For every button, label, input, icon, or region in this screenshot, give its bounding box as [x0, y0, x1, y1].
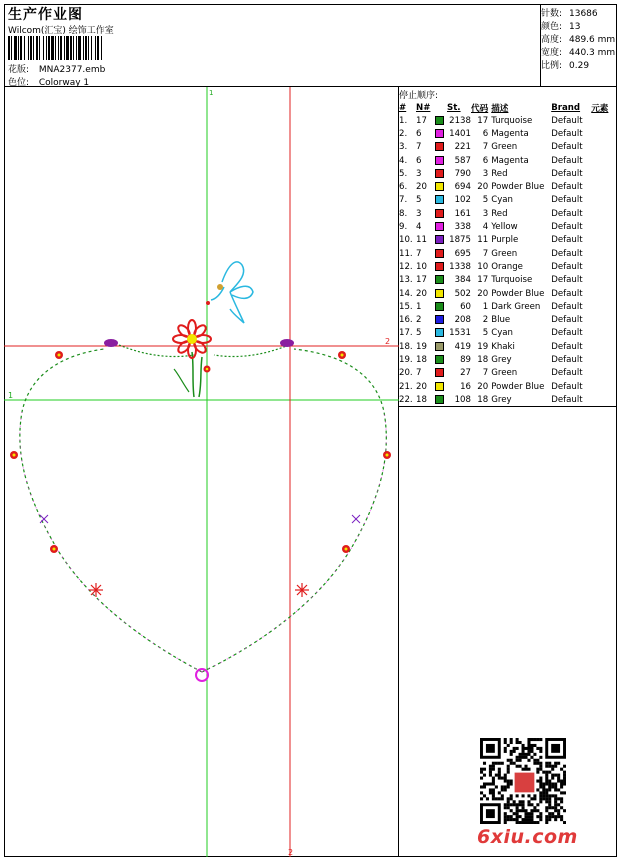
row-index: 1.: [399, 115, 408, 126]
row-description: Turquoise: [491, 115, 533, 126]
row-element: [591, 167, 617, 180]
row-stitches: 1531: [449, 328, 471, 339]
row-code: 4: [482, 222, 489, 233]
row-code: 19: [477, 341, 489, 352]
row-needle: 7: [416, 142, 422, 153]
row-code: 5: [482, 195, 489, 206]
row-element: [591, 247, 617, 260]
col-stitches: St.: [447, 102, 461, 113]
row-element: [591, 313, 617, 326]
row-swatch: [433, 194, 447, 207]
row-code: 7: [482, 248, 489, 259]
row-needle: 5: [416, 195, 422, 206]
row-swatch: [433, 220, 447, 233]
row-needle: 2: [416, 315, 422, 326]
row-swatch: [433, 247, 447, 260]
color-swatch: [435, 116, 444, 125]
row-brand: Default: [551, 354, 583, 365]
row-code: 6: [482, 128, 489, 139]
row-stitches: 695: [454, 248, 471, 259]
stat-width: 宽度: 440.3 mm: [541, 48, 616, 58]
row-swatch: [433, 367, 447, 380]
row-swatch: [433, 313, 447, 326]
row-index: 10.: [399, 235, 413, 246]
row-index: 16.: [399, 315, 413, 326]
row-code: 2: [482, 315, 489, 326]
row-stitches: 221: [454, 142, 471, 153]
row-stitches: 161: [454, 208, 471, 219]
row-brand: Default: [551, 142, 583, 153]
row-needle: 3: [416, 208, 422, 219]
col-brand: Brand: [551, 102, 581, 113]
sequence-row: [399, 367, 617, 380]
row-brand: Default: [551, 168, 583, 179]
page-title: 生产作业图: [8, 7, 83, 23]
row-swatch: [433, 380, 447, 393]
row-brand: Default: [551, 208, 583, 219]
row-needle: 1: [416, 301, 422, 312]
row-stitches: 502: [454, 288, 471, 299]
sequence-row: [399, 234, 617, 247]
pattern-value: MNA2377.emb: [38, 65, 106, 75]
sequence-row: [399, 207, 617, 220]
row-needle: 19: [416, 341, 427, 352]
row-brand: Default: [551, 115, 583, 126]
row-needle: 4: [416, 222, 422, 233]
col-swatch: [433, 101, 447, 114]
row-element: [591, 287, 617, 300]
color-swatch: [435, 315, 444, 324]
company-name: Wilcom(汇宝) 绘饰工作室: [8, 26, 114, 36]
row-stitches: 694: [454, 182, 471, 193]
row-index: 14.: [399, 288, 413, 299]
row-description: Cyan: [491, 195, 514, 206]
sequence-row: [399, 353, 617, 366]
row-stitches: 89: [460, 354, 471, 365]
row-element: [591, 340, 617, 353]
row-element: [591, 393, 617, 406]
row-brand: Default: [551, 222, 583, 233]
row-element: [591, 194, 617, 207]
color-swatch: [435, 275, 444, 284]
row-swatch: [433, 260, 447, 273]
row-description: Turquoise: [491, 275, 533, 286]
color-swatch: [435, 142, 444, 151]
col-index: #: [399, 102, 407, 113]
row-needle: 20: [416, 288, 427, 299]
row-element: [591, 260, 617, 273]
guide-label-h2: 2: [385, 337, 391, 346]
guide-label-v1: 1: [209, 89, 214, 97]
row-code: 20: [477, 381, 489, 392]
col-needle: N#: [416, 102, 431, 113]
color-swatch: [435, 129, 444, 138]
sequence-row: [399, 154, 617, 167]
site-watermark: 6xiu.com: [477, 826, 578, 848]
sequence-row: [399, 340, 617, 353]
sequence-row: [399, 167, 617, 180]
row-brand: Default: [551, 368, 583, 379]
row-index: 20.: [399, 368, 413, 379]
row-element: [591, 300, 617, 313]
row-description: Grey: [491, 354, 512, 365]
color-swatch: [435, 169, 444, 178]
row-element: [591, 154, 617, 167]
row-needle: 5: [416, 328, 422, 339]
row-brand: Default: [551, 182, 583, 193]
color-swatch: [435, 328, 444, 337]
row-needle: 6: [416, 128, 422, 139]
row-index: 21.: [399, 381, 413, 392]
col-code: 代码: [471, 103, 489, 114]
color-sequence-table: [399, 101, 617, 407]
color-swatch: [435, 235, 444, 244]
row-swatch: [433, 393, 447, 406]
bottom-ring: [196, 669, 208, 681]
row-stitches: 587: [454, 155, 471, 166]
row-element: [591, 353, 617, 366]
row-stitches: 419: [454, 341, 471, 352]
sequence-row: [399, 114, 617, 127]
color-swatch: [435, 355, 444, 364]
row-element: [591, 327, 617, 340]
row-swatch: [433, 114, 447, 127]
row-element: [591, 234, 617, 247]
sequence-row: [399, 220, 617, 233]
row-stitches: 1401: [449, 128, 471, 139]
row-brand: Default: [551, 248, 583, 259]
row-element: [591, 127, 617, 140]
color-swatch: [435, 209, 444, 218]
row-element: [591, 220, 617, 233]
row-swatch: [433, 167, 447, 180]
row-needle: 3: [416, 168, 422, 179]
color-swatch: [435, 156, 444, 165]
center-flower: [173, 320, 211, 397]
row-description: Cyan: [491, 328, 514, 339]
row-stitches: 60: [460, 301, 471, 312]
row-description: Blue: [491, 315, 511, 326]
row-needle: 18: [416, 394, 427, 405]
row-index: 7.: [399, 195, 408, 206]
row-needle: 6: [416, 155, 422, 166]
row-description: Khaki: [491, 341, 515, 352]
sequence-row: [399, 180, 617, 193]
row-code: 7: [482, 142, 489, 153]
row-description: Powder Blue: [491, 288, 545, 299]
sequence-row: [399, 194, 617, 207]
row-needle: 7: [416, 248, 422, 259]
color-swatch: [435, 395, 444, 404]
sequence-row: [399, 127, 617, 140]
color-swatch: [435, 222, 444, 231]
row-code: 18: [477, 394, 489, 405]
design-stats: [541, 4, 617, 87]
row-brand: Default: [551, 275, 583, 286]
row-brand: Default: [551, 288, 583, 299]
color-swatch: [435, 368, 444, 377]
row-code: 11: [477, 235, 489, 246]
row-description: Grey: [491, 394, 512, 405]
row-needle: 17: [416, 115, 427, 126]
sequence-row: [399, 393, 617, 406]
row-element: [591, 207, 617, 220]
row-needle: 20: [416, 381, 427, 392]
row-stitches: 790: [454, 168, 471, 179]
row-swatch: [433, 234, 447, 247]
row-brand: Default: [551, 328, 583, 339]
row-index: 3.: [399, 142, 408, 153]
sequence-row: [399, 141, 617, 154]
row-brand: Default: [551, 394, 583, 405]
color-swatch: [435, 289, 444, 298]
row-brand: Default: [551, 261, 583, 272]
stat-scale: 比例: 0.29: [541, 61, 590, 71]
row-swatch: [433, 274, 447, 287]
row-code: 6: [482, 155, 489, 166]
color-swatch: [435, 302, 444, 311]
row-description: Red: [491, 208, 508, 219]
row-brand: Default: [551, 195, 583, 206]
sequence-divider: [399, 406, 617, 407]
row-swatch: [433, 287, 447, 300]
row-stitches: 16: [460, 381, 471, 392]
row-index: 6.: [399, 182, 408, 193]
design-preview: [4, 87, 399, 857]
sequence-row: [399, 247, 617, 260]
row-description: Powder Blue: [491, 182, 545, 193]
row-brand: Default: [551, 128, 583, 139]
row-needle: 11: [416, 235, 427, 246]
stat-colors: 颜色: 13: [541, 22, 581, 32]
row-needle: 20: [416, 182, 427, 193]
row-index: 13.: [399, 275, 413, 286]
row-stitches: 384: [454, 275, 471, 286]
qr-code: [480, 738, 566, 824]
row-description: Magenta: [491, 128, 529, 139]
row-code: 20: [477, 288, 489, 299]
color-swatch: [435, 195, 444, 204]
fairy: [206, 262, 253, 323]
row-swatch: [433, 180, 447, 193]
row-description: Powder Blue: [491, 381, 545, 392]
col-element: 元素: [591, 103, 609, 114]
row-code: 18: [477, 354, 489, 365]
row-code: 3: [482, 208, 489, 219]
row-element: [591, 380, 617, 393]
row-swatch: [433, 127, 447, 140]
row-needle: 18: [416, 354, 427, 365]
pattern-field: [8, 62, 105, 75]
row-element: [591, 180, 617, 193]
row-element: [591, 367, 617, 380]
row-stitches: 1338: [449, 261, 471, 272]
row-index: 2.: [399, 128, 408, 139]
sequence-row: [399, 300, 617, 313]
row-swatch: [433, 340, 447, 353]
row-needle: 7: [416, 368, 422, 379]
row-code: 20: [477, 182, 489, 193]
sequence-row: [399, 327, 617, 340]
row-code: 3: [482, 168, 489, 179]
row-code: 1: [482, 301, 489, 312]
row-brand: Default: [551, 315, 583, 326]
row-description: Magenta: [491, 155, 529, 166]
row-description: Dark Green: [491, 301, 541, 312]
row-swatch: [433, 300, 447, 313]
row-index: 9.: [399, 222, 408, 233]
row-brand: Default: [551, 155, 583, 166]
row-index: 11.: [399, 248, 413, 259]
row-index: 12.: [399, 261, 413, 272]
row-description: Yellow: [491, 222, 518, 233]
sequence-row: [399, 260, 617, 273]
row-stitches: 338: [454, 222, 471, 233]
barcode: [8, 36, 143, 60]
stat-height: 高度: 489.6 mm: [541, 35, 616, 45]
row-needle: 17: [416, 275, 427, 286]
header-info: [4, 4, 541, 87]
row-code: 5: [482, 328, 489, 339]
colorway-label: 色位:: [8, 78, 30, 88]
row-index: 22.: [399, 394, 413, 405]
row-stitches: 1875: [449, 235, 471, 246]
sequence-title: 停止顺序:: [399, 91, 439, 101]
sequence-row: [399, 380, 617, 393]
sequence-row: [399, 313, 617, 326]
row-code: 7: [482, 368, 489, 379]
stat-stitches: 针数: 13686: [541, 9, 598, 19]
row-swatch: [433, 207, 447, 220]
row-stitches: 102: [454, 195, 471, 206]
row-swatch: [433, 327, 447, 340]
color-swatch: [435, 262, 444, 271]
row-brand: Default: [551, 341, 583, 352]
row-description: Orange: [491, 261, 523, 272]
row-brand: Default: [551, 301, 583, 312]
row-element: [591, 114, 617, 127]
heart-vine: [20, 345, 386, 672]
row-brand: Default: [551, 381, 583, 392]
sequence-header-row: [399, 101, 617, 114]
embroidery-design: [4, 87, 399, 857]
col-description: 描述: [491, 103, 509, 114]
color-swatch: [435, 382, 444, 391]
guide-label-v2: 2: [288, 848, 294, 857]
row-index: 15.: [399, 301, 413, 312]
row-index: 5.: [399, 168, 408, 179]
row-index: 18.: [399, 341, 413, 352]
sequence-row: [399, 274, 617, 287]
row-description: Green: [491, 142, 518, 153]
row-stitches: 208: [454, 315, 471, 326]
row-needle: 10: [416, 261, 427, 272]
sequence-row: [399, 287, 617, 300]
colorway-value: Colorway 1: [38, 78, 90, 88]
row-index: 19.: [399, 354, 413, 365]
row-code: 10: [477, 261, 489, 272]
row-description: Purple: [491, 235, 519, 246]
row-swatch: [433, 141, 447, 154]
row-description: Green: [491, 248, 518, 259]
color-swatch: [435, 182, 444, 191]
pattern-label: 花版:: [8, 65, 30, 75]
row-swatch: [433, 353, 447, 366]
row-stitches: 27: [460, 368, 471, 379]
row-code: 17: [477, 275, 489, 286]
row-index: 4.: [399, 155, 408, 166]
color-swatch: [435, 249, 444, 258]
row-description: Green: [491, 368, 518, 379]
row-stitches: 2138: [449, 115, 471, 126]
guide-label-h1: 1: [8, 391, 14, 400]
row-description: Red: [491, 168, 508, 179]
row-brand: Default: [551, 235, 583, 246]
row-index: 8.: [399, 208, 408, 219]
row-element: [591, 274, 617, 287]
row-code: 17: [477, 115, 489, 126]
color-swatch: [435, 342, 444, 351]
row-swatch: [433, 154, 447, 167]
row-stitches: 108: [454, 394, 471, 405]
row-element: [591, 141, 617, 154]
row-index: 17.: [399, 328, 413, 339]
